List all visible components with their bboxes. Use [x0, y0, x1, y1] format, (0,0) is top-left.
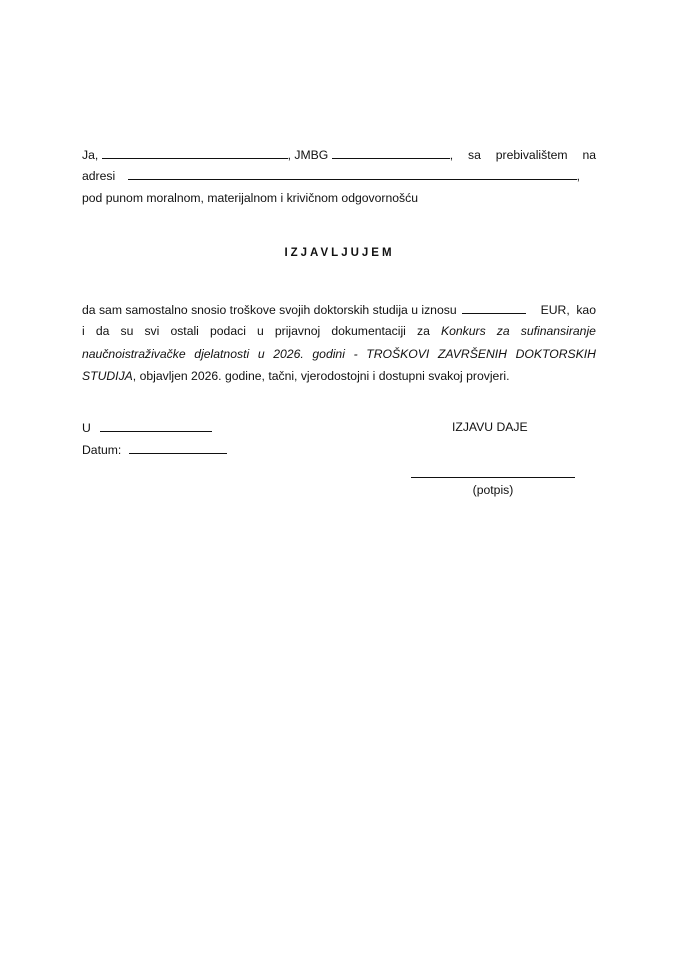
amount-field[interactable]: [462, 302, 526, 314]
declaration-heading: IZJAVLJUJEM: [284, 247, 395, 259]
body-l2-ital-word: za: [496, 324, 510, 338]
intro-line-1: [82, 147, 596, 163]
sa-word: sa: [467, 148, 481, 162]
body-l3-word: djelatnosti: [194, 347, 250, 361]
body-l3-word: -: [353, 347, 358, 361]
eur-label: EUR,: [540, 303, 570, 317]
body-l3-word: ZAVRŠENIH: [437, 347, 507, 361]
address-field[interactable]: [128, 168, 577, 180]
izjavu-daje-label: IZJAVU DAJE: [452, 420, 528, 434]
body-l2-word: ostali: [170, 324, 199, 338]
body-l2-word: u: [257, 324, 264, 338]
body-l3-word: u: [257, 347, 265, 361]
na-word: na: [582, 148, 596, 162]
prebivalistem-word: prebivalištem: [495, 148, 568, 162]
intro-line-2: [82, 168, 596, 184]
body-l1-text: da sam samostalno snosio troškove svojih doktorskih studija u iznosu: [82, 303, 457, 317]
body-l2-word: i: [82, 324, 85, 338]
address-comma: ,: [576, 169, 580, 183]
place-field[interactable]: [100, 420, 212, 432]
body-l2-ital-word: sufinansiranje: [520, 324, 596, 338]
body-l2-ital-word: Konkurs: [440, 324, 486, 338]
studija-word: STUDIJA: [82, 369, 133, 383]
ja-label: Ja, , JMBG ,: [82, 148, 454, 162]
body-l2-word: prijavnoj: [274, 324, 321, 338]
body-l2-word: dokumentaciji: [331, 324, 406, 338]
date-line: [82, 442, 227, 458]
body-l2-word: su: [120, 324, 134, 338]
name-field[interactable]: [102, 147, 288, 159]
body-l3-word: 2026.: [273, 347, 304, 361]
odgovornost-text: pod punom moralnom, materijalnom i krivičnom odgovornošću: [82, 191, 418, 205]
body-l3-word: godini: [312, 347, 345, 361]
body-line-1: [82, 302, 596, 318]
body-l2-word: za: [416, 324, 430, 338]
place-line: [82, 420, 212, 436]
body-l4-rest: , objavljen 2026. godine, tačni, vjerodostojni i dostupni svakoj provjeri.: [132, 369, 510, 383]
body-l2-word: da: [95, 324, 110, 338]
u-label: U: [82, 421, 91, 435]
signature-line[interactable]: [411, 477, 575, 478]
body-l3-word: TROŠKOVI: [366, 347, 430, 361]
adresi-label: adresi: [82, 169, 116, 183]
body-l2-word: svi: [144, 324, 160, 338]
date-field[interactable]: [129, 442, 227, 454]
potpis-label: (potpis): [472, 483, 514, 497]
kao-word: kao: [576, 303, 596, 317]
body-l2-word: podaci: [209, 324, 246, 338]
body-line-4: [82, 369, 596, 384]
body-l3-word: DOKTORSKIH: [515, 347, 596, 361]
datum-label: Datum:: [82, 443, 122, 457]
body-line-2: [82, 324, 596, 339]
body-line-3: [82, 347, 596, 362]
jmbg-field[interactable]: [332, 147, 450, 159]
body-l3-word: naučnoistraživačke: [82, 347, 186, 361]
